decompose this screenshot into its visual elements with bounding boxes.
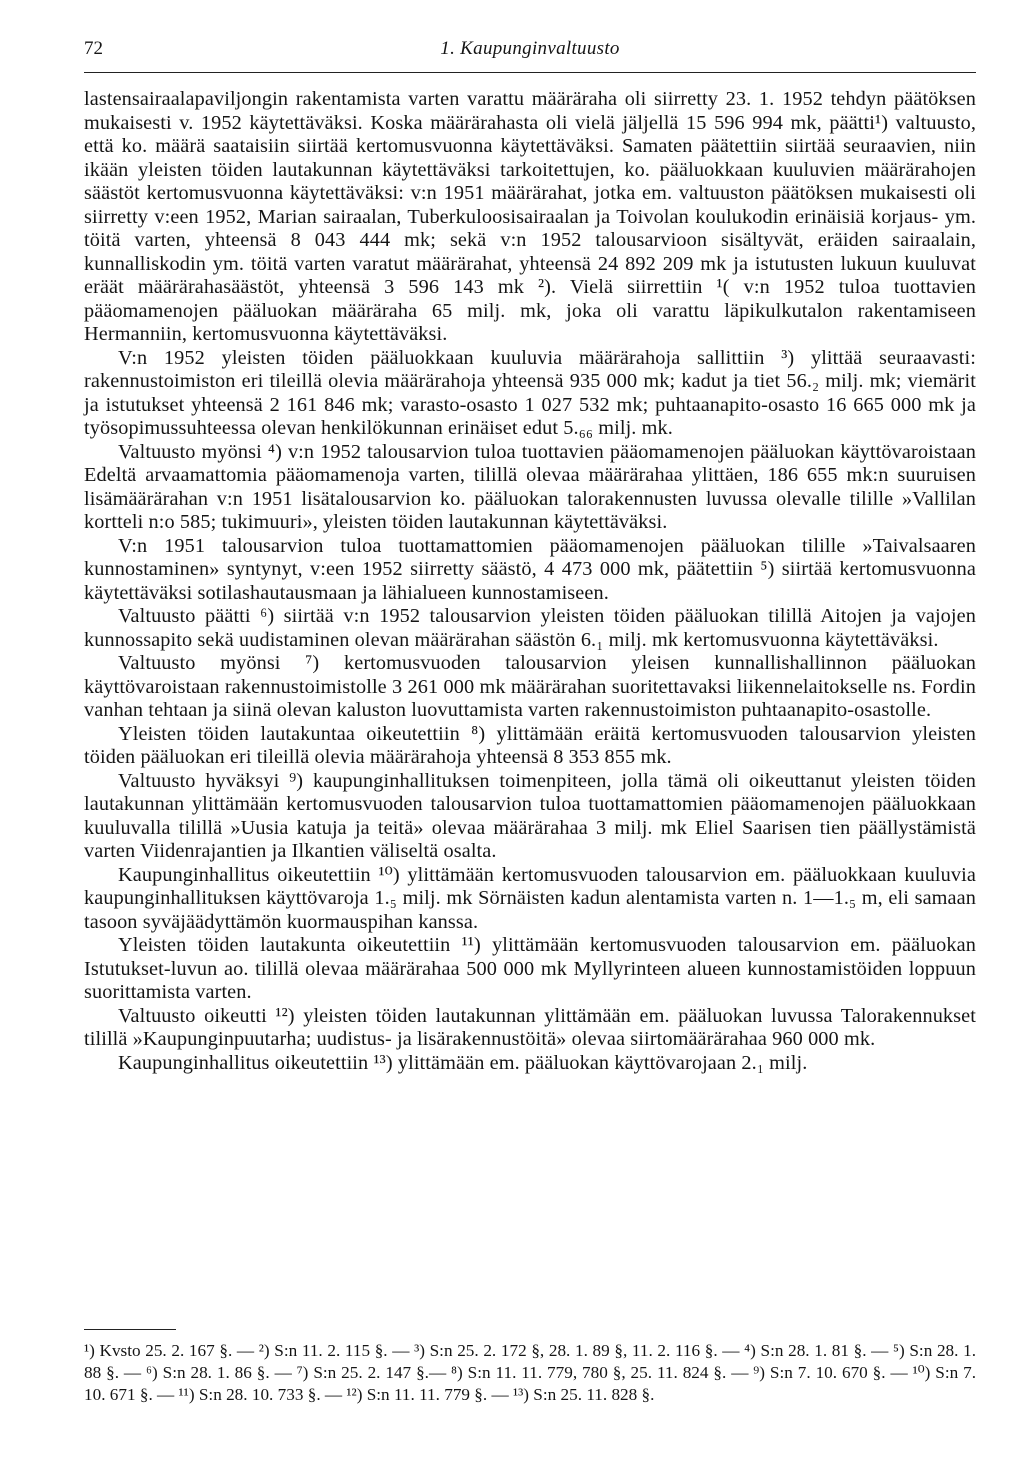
- page-header: [84, 38, 976, 73]
- page-number: 72: [84, 38, 103, 59]
- footnote-divider: [84, 1329, 176, 1330]
- paragraph: Valtuusto päätti ⁶) siirtää v:n 1952 talousarvion yleisten töiden pääluokan tilillä Aitojen ja vajojen kunnossapito sekä uudistaminen olevan määrärahan säästön 6.₁ milj. mk kertomusvuonna käytettäväksi.: [84, 605, 976, 651]
- footnotes: ¹) Kvsto 25. 2. 167 §. — ²) S:n 11. 2. 115 §. — ³) S:n 25. 2. 172 §, 28. 1. 89 §, 11. 2. 116 §. — ⁴) S:n 28. 1. 81 §. — ⁵) S:n 28. 1. 88 §. — ⁶) S:n 28. 1. 86 §. — ⁷) S:n 25. 2. 147 §.— ⁸) S:n 11. 11. 779, 780 §, 25. 11. 824 §. — ⁹) S:n 7. 10. 670 §. — ¹⁰) S:n 7. 10. 671 §. — ¹¹) S:n 28. 10. 733 §. — ¹²) S:n 11. 11. 779 §. — ¹³) S:n 25. 11. 828 §.: [84, 1341, 976, 1404]
- paragraph: Valtuusto hyväksyi ⁹) kaupunginhallituksen toimenpiteen, jolla tämä oli oikeuttanut yleisten töiden lautakunnan ylittämään kertomusvuoden talousarvion tuloa tuottamattomien pääomamenojen pääluokkaan kuuluvalla tilillä »Uusia katuja ja teitä» olevaa määrärahaa 3 milj. mk Eliel Saarisen tien päällystämistä varten Viidenrajantien ja Ilkantien väliseltä osalta.: [84, 769, 976, 862]
- running-head: 1. Kaupunginvaltuusto: [440, 38, 620, 59]
- paragraph: Valtuusto myönsi ⁷) kertomusvuoden talousarvion yleisen kunnallishallinnon pääluokan käyttövaroistaan rakennustoimistolle 3 261 000 mk määrärahan suoritettavaksi liikennelaitokselle ns. Fordin vanhan tehtaan ja siinä olevan kaluston luovuttamista varten rakennustoimiston puhtaanapito-osastolle.: [84, 652, 976, 721]
- paragraph: Yleisten töiden lautakunta oikeutettiin ¹¹) ylittämään kertomusvuoden talousarvion em. pääluokan Istutukset-luvun ao. tilillä olevaa määrärahaa 500 000 mk Myllyrinteen alueen kunnostamistöiden loppuun suorittamista varten.: [84, 934, 976, 1003]
- paragraph: Kaupunginhallitus oikeutettiin ¹³) ylittämään em. pääluokan käyttövarojaan 2.₁ milj.: [118, 1051, 808, 1074]
- paragraph: Yleisten töiden lautakuntaa oikeutettiin ⁸) ylittämään eräitä kertomusvuoden talousarvion yleisten töiden pääluokan eri tileillä olevia määrärahoja yhteensä 8 353 855 mk.: [84, 722, 976, 768]
- paragraph: Valtuusto myönsi ⁴) v:n 1952 talousarvion tuloa tuottavien pääomamenojen pääluokan käyttövaroistaan Edeltä arvaamattomia pääomamenoja varten, tilillä olevaa määrärahaa ylittäen, 186 655 mk:n suuruisen lisämäärärahan v:n 1951 lisätalousarvion ko. pääluokan talorakennusten luvussa olevalle tilille »Vallilan kortteli n:o 585; tukimuuri», yleisten töiden lautakunnan käytettäväksi.: [84, 440, 976, 533]
- body-text: [84, 88, 976, 1075]
- paragraph: V:n 1952 yleisten töiden pääluokkaan kuuluvia määrärahoja sallittiin ³) ylittää seuraavasti: rakennustoimiston eri tileillä olevia määrärahoja yhteensä 935 000 mk; kadut ja tiet 56.₂ milj. mk; viemärit ja istutukset yhteensä 2 161 846 mk; varasto-osasto 1 027 532 mk; puhtaanapito-osasto 16 665 000 mk ja työsopimussuhteessa olevan henkilökunnan erinäiset edut 5.₆₆ milj. mk.: [84, 346, 976, 439]
- paragraph: lastensairaalapaviljongin rakentamista varten varattu määräraha oli siirretty 23. 1. 1952 tehdyn päätöksen mukaisesti v. 1952 käytettäväksi. Koska määrärahasta oli vielä jäljellä 15 596 994 mk, päätti¹) valtuusto, että ko. määrä saataisiin siirtää kertomusvuonna käytettäväksi. Samaten päätettiin siirtää seuraavien, niin ikään yleisten töiden lautakunnan käytettäväksi tarkoitettujen, ko. pääluokkaan kuuluvien määrärahojen säästöt kertomusvuonna käytettäväksi: v:n 1951 määrärahat, jotka em. valtuuston päätöksen mukaisesti oli siirretty v:een 1952, Marian sairaalan, Tuberkuloosisairaalan ja Toivolan koulukodin erinäisiä korjaus- ym. töitä varten, yhteensä 8 043 444 mk; sekä v:n 1952 talousarvioon sisältyvät, eräiden sairaalain, kunnalliskodin ym. töitä varten varatut määrärahat, yhteensä 24 892 209 mk ja istutusten lukuun kuuluvat eräät määrärahasäästöt, yhteensä 3 596 143 mk ²). Vielä siirrettiin ¹( v:n 1952 tuloa tuottavien pääomamenojen pääluokan määräraha 65 milj. mk, joka oli varattu läpikulkutalon rakentamiseen Hermanniin, kertomusvuonna käytettäväksi.: [84, 88, 976, 345]
- paragraph: V:n 1951 talousarvion tuloa tuottamattomien pääomamenojen pääluokan tilille »Taivalsaaren kunnostaminen» syntynyt, v:een 1952 siirretty säästö, 4 473 000 mk, päätettiin ⁵) siirtää kertomusvuonna käytettäväksi sotilashautausmaan ja lähialueen kunnostamiseen.: [84, 534, 976, 604]
- paragraph: Kaupunginhallitus oikeutettiin ¹⁰) ylittämään kertomusvuoden talousarvion em. pääluokkaan kuuluvia kaupunginhallituksen käyttövaroja 1.₅ milj. mk Sörnäisten kadun alentamista varten n. 1—1.₅ m, eli samaan tasoon syväjäädyttämön kuormauspihan kanssa.: [84, 863, 976, 933]
- paragraph: Valtuusto oikeutti ¹²) yleisten töiden lautakunnan ylittämään em. pääluokan luvussa Talorakennukset tilillä »Kaupunginpuutarha; uudistus- ja lisärakennustöitä» olevaa siirtomäärärahaa 960 000 mk.: [84, 1004, 976, 1050]
